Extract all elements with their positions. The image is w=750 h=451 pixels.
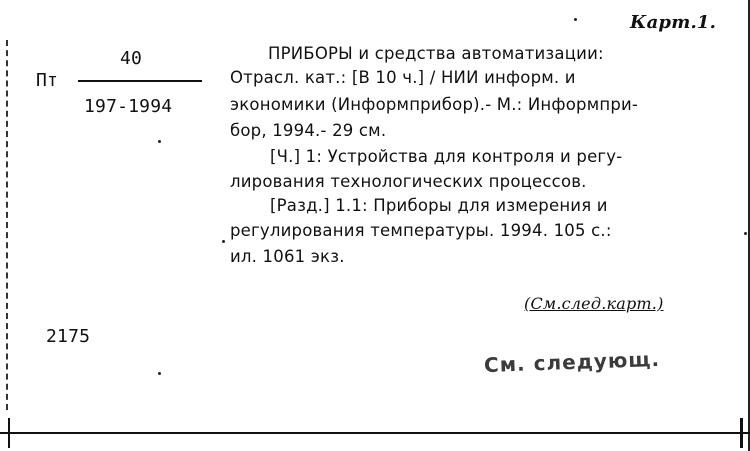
card-bottom-line xyxy=(0,432,750,434)
card-number-note: Карт.1. xyxy=(630,12,717,33)
inventory-number: 2175 xyxy=(46,326,91,347)
card-text-line: [Разд.] 1.1: Приборы для измерения и xyxy=(270,196,608,215)
shelf-mark-prefix: Пт xyxy=(36,70,59,91)
scan-speck xyxy=(222,240,225,243)
card-text-line: бор, 1994.- 29 см. xyxy=(230,121,387,140)
scan-speck xyxy=(158,140,161,143)
shelf-mark-bottom: 197-1994 xyxy=(84,96,173,117)
crop-mark-left xyxy=(8,418,10,448)
card-title-line: ПРИБОРЫ и средства автоматизации: xyxy=(268,44,604,63)
card-text-line: Отрасл. кат.: [В 10 ч.] / НИИ информ. и xyxy=(230,68,576,87)
card-text-line: [Ч.] 1: Устройства для контроля и регу- xyxy=(270,147,623,166)
card-left-border xyxy=(6,40,8,410)
shelf-mark-top: 40 xyxy=(120,48,143,69)
card-text-line: экономики (Информприбор).- М.: Информпри- xyxy=(230,95,639,114)
card-text-line: ил. 1061 экз. xyxy=(230,247,345,266)
scan-speck xyxy=(158,372,161,375)
stamp-text: См. следующ. xyxy=(483,346,661,378)
next-card-reference: (См.след.карт.) xyxy=(524,294,664,313)
scan-speck xyxy=(574,18,577,21)
card-text-line: регулирования температуры. 1994. 105 с.: xyxy=(230,221,612,240)
shelf-mark-fraction-line xyxy=(78,80,202,82)
crop-mark-right xyxy=(740,418,743,448)
scan-speck xyxy=(744,232,747,235)
card-text-line: лирования технологических процессов. xyxy=(230,172,587,191)
